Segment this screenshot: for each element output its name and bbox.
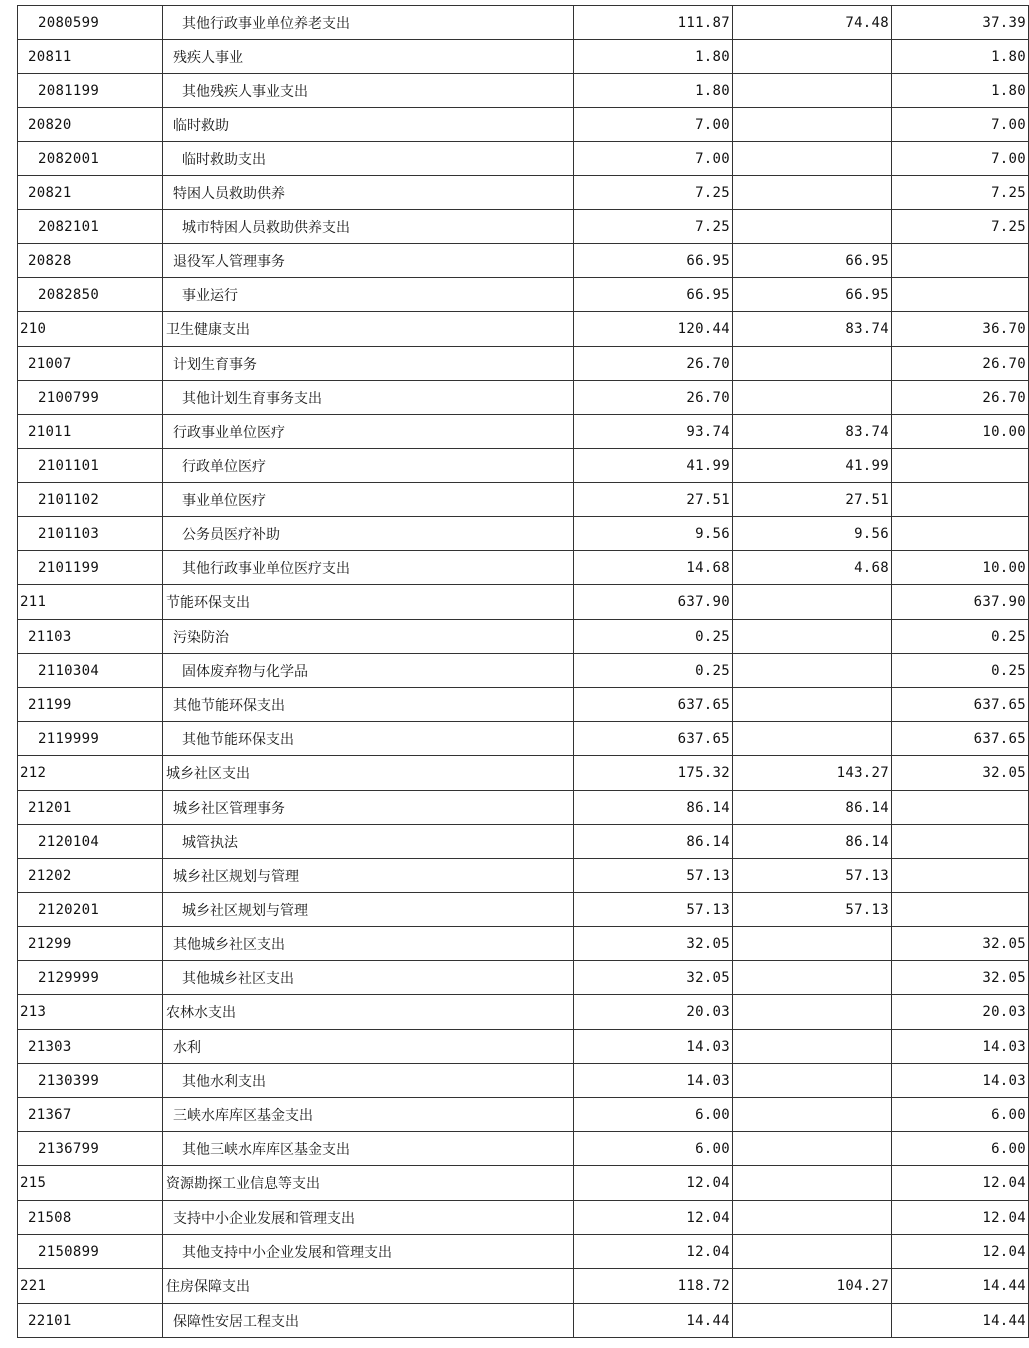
total-amount-cell: 9.56 (574, 517, 733, 551)
total-amount-cell: 32.05 (574, 927, 733, 961)
project-expenditure-cell: 12.04 (892, 1201, 1029, 1235)
table-row (18, 654, 1029, 688)
total-amount-cell: 6.00 (574, 1132, 733, 1166)
total-amount-cell: 0.25 (574, 654, 733, 688)
basic-expenditure-cell (733, 108, 892, 142)
table-row (18, 6, 1029, 40)
subject-code-cell: 21303 (18, 1030, 163, 1064)
subject-code-cell: 2129999 (18, 961, 163, 995)
total-amount-cell: 14.68 (574, 551, 733, 585)
project-expenditure-cell: 637.65 (892, 688, 1029, 722)
subject-name-cell: 其他三峡水库库区基金支出 (163, 1132, 574, 1166)
table-row (18, 1030, 1029, 1064)
basic-expenditure-cell: 143.27 (733, 756, 892, 791)
subject-code-cell: 20820 (18, 108, 163, 142)
total-amount-cell: 20.03 (574, 995, 733, 1030)
table-row (18, 893, 1029, 927)
subject-name-cell: 污染防治 (163, 620, 574, 654)
project-expenditure-cell: 6.00 (892, 1132, 1029, 1166)
table-row (18, 825, 1029, 859)
project-expenditure-cell: 7.25 (892, 210, 1029, 244)
project-expenditure-cell (892, 859, 1029, 893)
subject-name-cell: 行政事业单位医疗 (163, 415, 574, 449)
basic-expenditure-cell (733, 74, 892, 108)
basic-expenditure-cell (733, 1030, 892, 1064)
total-amount-cell: 7.00 (574, 108, 733, 142)
subject-name-cell: 资源勘探工业信息等支出 (163, 1166, 574, 1201)
basic-expenditure-cell: 66.95 (733, 278, 892, 312)
total-amount-cell: 637.65 (574, 722, 733, 756)
total-amount-cell: 14.44 (574, 1304, 733, 1338)
total-amount-cell: 66.95 (574, 278, 733, 312)
project-expenditure-cell (892, 825, 1029, 859)
project-expenditure-cell: 7.00 (892, 142, 1029, 176)
basic-expenditure-cell (733, 142, 892, 176)
total-amount-cell: 86.14 (574, 791, 733, 825)
total-amount-cell: 27.51 (574, 483, 733, 517)
subject-code-cell: 2101199 (18, 551, 163, 585)
subject-name-cell: 其他节能环保支出 (163, 688, 574, 722)
table-row (18, 347, 1029, 381)
basic-expenditure-cell (733, 620, 892, 654)
basic-expenditure-cell (733, 654, 892, 688)
subject-name-cell: 其他行政事业单位医疗支出 (163, 551, 574, 585)
subject-name-cell: 残疾人事业 (163, 40, 574, 74)
project-expenditure-cell: 12.04 (892, 1235, 1029, 1269)
table-row (18, 585, 1029, 620)
subject-name-cell: 节能环保支出 (163, 585, 574, 620)
subject-code-cell: 2080599 (18, 6, 163, 40)
subject-name-cell: 城乡社区支出 (163, 756, 574, 791)
subject-name-cell: 城乡社区规划与管理 (163, 893, 574, 927)
subject-code-cell: 2101102 (18, 483, 163, 517)
subject-name-cell: 城乡社区规划与管理 (163, 859, 574, 893)
table-row (18, 381, 1029, 415)
basic-expenditure-cell (733, 927, 892, 961)
total-amount-cell: 12.04 (574, 1166, 733, 1201)
basic-expenditure-cell: 104.27 (733, 1269, 892, 1304)
basic-expenditure-cell: 27.51 (733, 483, 892, 517)
subject-code-cell: 215 (18, 1166, 163, 1201)
project-expenditure-cell: 37.39 (892, 6, 1029, 40)
subject-name-cell: 保障性安居工程支出 (163, 1304, 574, 1338)
project-expenditure-cell: 10.00 (892, 551, 1029, 585)
subject-code-cell: 21201 (18, 791, 163, 825)
subject-name-cell: 固体废弃物与化学品 (163, 654, 574, 688)
total-amount-cell: 32.05 (574, 961, 733, 995)
subject-code-cell: 213 (18, 995, 163, 1030)
total-amount-cell: 66.95 (574, 244, 733, 278)
table-row (18, 40, 1029, 74)
project-expenditure-cell: 637.90 (892, 585, 1029, 620)
table-row (18, 449, 1029, 483)
project-expenditure-cell: 1.80 (892, 40, 1029, 74)
subject-code-cell: 2082001 (18, 142, 163, 176)
basic-expenditure-cell: 57.13 (733, 859, 892, 893)
project-expenditure-cell (892, 244, 1029, 278)
table-row (18, 551, 1029, 585)
total-amount-cell: 26.70 (574, 381, 733, 415)
table-row (18, 210, 1029, 244)
total-amount-cell: 86.14 (574, 825, 733, 859)
total-amount-cell: 12.04 (574, 1235, 733, 1269)
subject-name-cell: 其他水利支出 (163, 1064, 574, 1098)
total-amount-cell: 14.03 (574, 1030, 733, 1064)
basic-expenditure-cell (733, 1304, 892, 1338)
subject-code-cell: 21299 (18, 927, 163, 961)
subject-code-cell: 221 (18, 1269, 163, 1304)
project-expenditure-cell: 7.00 (892, 108, 1029, 142)
subject-code-cell: 2120104 (18, 825, 163, 859)
table-row (18, 74, 1029, 108)
project-expenditure-cell (892, 893, 1029, 927)
subject-name-cell: 其他支持中小企业发展和管理支出 (163, 1235, 574, 1269)
subject-code-cell: 2120201 (18, 893, 163, 927)
table-row (18, 927, 1029, 961)
subject-code-cell: 2082850 (18, 278, 163, 312)
total-amount-cell: 57.13 (574, 893, 733, 927)
table-row (18, 1166, 1029, 1201)
table-row (18, 142, 1029, 176)
table-row (18, 995, 1029, 1030)
basic-expenditure-cell: 74.48 (733, 6, 892, 40)
budget-table-body (18, 6, 1029, 1338)
basic-expenditure-cell (733, 381, 892, 415)
table-row (18, 756, 1029, 791)
project-expenditure-cell: 14.44 (892, 1269, 1029, 1304)
subject-code-cell: 2110304 (18, 654, 163, 688)
project-expenditure-cell: 0.25 (892, 620, 1029, 654)
total-amount-cell: 6.00 (574, 1098, 733, 1132)
table-row (18, 1269, 1029, 1304)
subject-name-cell: 事业单位医疗 (163, 483, 574, 517)
basic-expenditure-cell (733, 40, 892, 74)
project-expenditure-cell: 0.25 (892, 654, 1029, 688)
subject-code-cell: 2101103 (18, 517, 163, 551)
basic-expenditure-cell (733, 722, 892, 756)
table-row (18, 312, 1029, 347)
project-expenditure-cell: 14.44 (892, 1304, 1029, 1338)
subject-name-cell: 临时救助支出 (163, 142, 574, 176)
table-row (18, 278, 1029, 312)
project-expenditure-cell (892, 517, 1029, 551)
project-expenditure-cell: 20.03 (892, 995, 1029, 1030)
subject-code-cell: 21103 (18, 620, 163, 654)
basic-expenditure-cell (733, 1064, 892, 1098)
basic-expenditure-cell (733, 176, 892, 210)
project-expenditure-cell: 26.70 (892, 381, 1029, 415)
total-amount-cell: 7.00 (574, 142, 733, 176)
table-row (18, 415, 1029, 449)
basic-expenditure-cell (733, 1201, 892, 1235)
subject-name-cell: 其他城乡社区支出 (163, 961, 574, 995)
basic-expenditure-cell (733, 1098, 892, 1132)
table-row (18, 620, 1029, 654)
subject-name-cell: 公务员医疗补助 (163, 517, 574, 551)
basic-expenditure-cell: 66.95 (733, 244, 892, 278)
table-row (18, 176, 1029, 210)
subject-name-cell: 退役军人管理事务 (163, 244, 574, 278)
total-amount-cell: 175.32 (574, 756, 733, 791)
project-expenditure-cell (892, 449, 1029, 483)
basic-expenditure-cell (733, 210, 892, 244)
subject-code-cell: 211 (18, 585, 163, 620)
project-expenditure-cell: 32.05 (892, 961, 1029, 995)
subject-code-cell: 210 (18, 312, 163, 347)
table-row (18, 244, 1029, 278)
subject-name-cell: 城市特困人员救助供养支出 (163, 210, 574, 244)
table-row (18, 108, 1029, 142)
project-expenditure-cell: 26.70 (892, 347, 1029, 381)
project-expenditure-cell: 36.70 (892, 312, 1029, 347)
subject-code-cell: 2082101 (18, 210, 163, 244)
subject-code-cell: 20811 (18, 40, 163, 74)
subject-code-cell: 21508 (18, 1201, 163, 1235)
subject-code-cell: 2136799 (18, 1132, 163, 1166)
subject-code-cell: 2081199 (18, 74, 163, 108)
table-row (18, 1304, 1029, 1338)
project-expenditure-cell: 6.00 (892, 1098, 1029, 1132)
table-row (18, 1132, 1029, 1166)
subject-name-cell: 计划生育事务 (163, 347, 574, 381)
table-row (18, 859, 1029, 893)
project-expenditure-cell: 10.00 (892, 415, 1029, 449)
basic-expenditure-cell: 83.74 (733, 415, 892, 449)
subject-code-cell: 21011 (18, 415, 163, 449)
subject-code-cell: 2150899 (18, 1235, 163, 1269)
subject-name-cell: 特困人员救助供养 (163, 176, 574, 210)
total-amount-cell: 12.04 (574, 1201, 733, 1235)
subject-code-cell: 22101 (18, 1304, 163, 1338)
project-expenditure-cell: 32.05 (892, 927, 1029, 961)
project-expenditure-cell: 637.65 (892, 722, 1029, 756)
basic-expenditure-cell: 41.99 (733, 449, 892, 483)
subject-name-cell: 水利 (163, 1030, 574, 1064)
total-amount-cell: 111.87 (574, 6, 733, 40)
subject-name-cell: 农林水支出 (163, 995, 574, 1030)
total-amount-cell: 637.65 (574, 688, 733, 722)
total-amount-cell: 1.80 (574, 74, 733, 108)
subject-code-cell: 2100799 (18, 381, 163, 415)
subject-code-cell: 2119999 (18, 722, 163, 756)
table-row (18, 722, 1029, 756)
table-row (18, 517, 1029, 551)
project-expenditure-cell: 14.03 (892, 1064, 1029, 1098)
basic-expenditure-cell (733, 961, 892, 995)
subject-code-cell: 20828 (18, 244, 163, 278)
subject-code-cell: 21199 (18, 688, 163, 722)
table-row (18, 791, 1029, 825)
subject-name-cell: 支持中小企业发展和管理支出 (163, 1201, 574, 1235)
subject-name-cell: 三峡水库库区基金支出 (163, 1098, 574, 1132)
subject-name-cell: 其他行政事业单位养老支出 (163, 6, 574, 40)
basic-expenditure-cell: 86.14 (733, 825, 892, 859)
subject-code-cell: 21367 (18, 1098, 163, 1132)
project-expenditure-cell (892, 791, 1029, 825)
table-row (18, 1235, 1029, 1269)
total-amount-cell: 26.70 (574, 347, 733, 381)
subject-code-cell: 20821 (18, 176, 163, 210)
subject-name-cell: 其他计划生育事务支出 (163, 381, 574, 415)
project-expenditure-cell: 7.25 (892, 176, 1029, 210)
basic-expenditure-cell: 57.13 (733, 893, 892, 927)
basic-expenditure-cell (733, 1132, 892, 1166)
total-amount-cell: 1.80 (574, 40, 733, 74)
basic-expenditure-cell (733, 1166, 892, 1201)
subject-name-cell: 行政单位医疗 (163, 449, 574, 483)
subject-code-cell: 2130399 (18, 1064, 163, 1098)
budget-table (17, 5, 1029, 1338)
table-row (18, 961, 1029, 995)
subject-code-cell: 2101101 (18, 449, 163, 483)
subject-name-cell: 卫生健康支出 (163, 312, 574, 347)
subject-name-cell: 住房保障支出 (163, 1269, 574, 1304)
total-amount-cell: 14.03 (574, 1064, 733, 1098)
basic-expenditure-cell: 9.56 (733, 517, 892, 551)
total-amount-cell: 57.13 (574, 859, 733, 893)
subject-name-cell: 其他节能环保支出 (163, 722, 574, 756)
project-expenditure-cell (892, 483, 1029, 517)
table-row (18, 1201, 1029, 1235)
total-amount-cell: 41.99 (574, 449, 733, 483)
total-amount-cell: 7.25 (574, 176, 733, 210)
basic-expenditure-cell (733, 688, 892, 722)
subject-name-cell: 临时救助 (163, 108, 574, 142)
total-amount-cell: 120.44 (574, 312, 733, 347)
basic-expenditure-cell (733, 995, 892, 1030)
project-expenditure-cell: 1.80 (892, 74, 1029, 108)
total-amount-cell: 637.90 (574, 585, 733, 620)
basic-expenditure-cell: 86.14 (733, 791, 892, 825)
subject-code-cell: 21202 (18, 859, 163, 893)
project-expenditure-cell: 12.04 (892, 1166, 1029, 1201)
basic-expenditure-cell (733, 347, 892, 381)
total-amount-cell: 0.25 (574, 620, 733, 654)
basic-expenditure-cell: 4.68 (733, 551, 892, 585)
table-row (18, 483, 1029, 517)
subject-name-cell: 城乡社区管理事务 (163, 791, 574, 825)
project-expenditure-cell: 32.05 (892, 756, 1029, 791)
total-amount-cell: 7.25 (574, 210, 733, 244)
subject-code-cell: 212 (18, 756, 163, 791)
table-row (18, 1064, 1029, 1098)
basic-expenditure-cell: 83.74 (733, 312, 892, 347)
subject-name-cell: 事业运行 (163, 278, 574, 312)
table-row (18, 1098, 1029, 1132)
subject-name-cell: 城管执法 (163, 825, 574, 859)
subject-code-cell: 21007 (18, 347, 163, 381)
basic-expenditure-cell (733, 1235, 892, 1269)
subject-name-cell: 其他残疾人事业支出 (163, 74, 574, 108)
project-expenditure-cell: 14.03 (892, 1030, 1029, 1064)
subject-name-cell: 其他城乡社区支出 (163, 927, 574, 961)
table-row (18, 688, 1029, 722)
total-amount-cell: 118.72 (574, 1269, 733, 1304)
basic-expenditure-cell (733, 585, 892, 620)
total-amount-cell: 93.74 (574, 415, 733, 449)
project-expenditure-cell (892, 278, 1029, 312)
